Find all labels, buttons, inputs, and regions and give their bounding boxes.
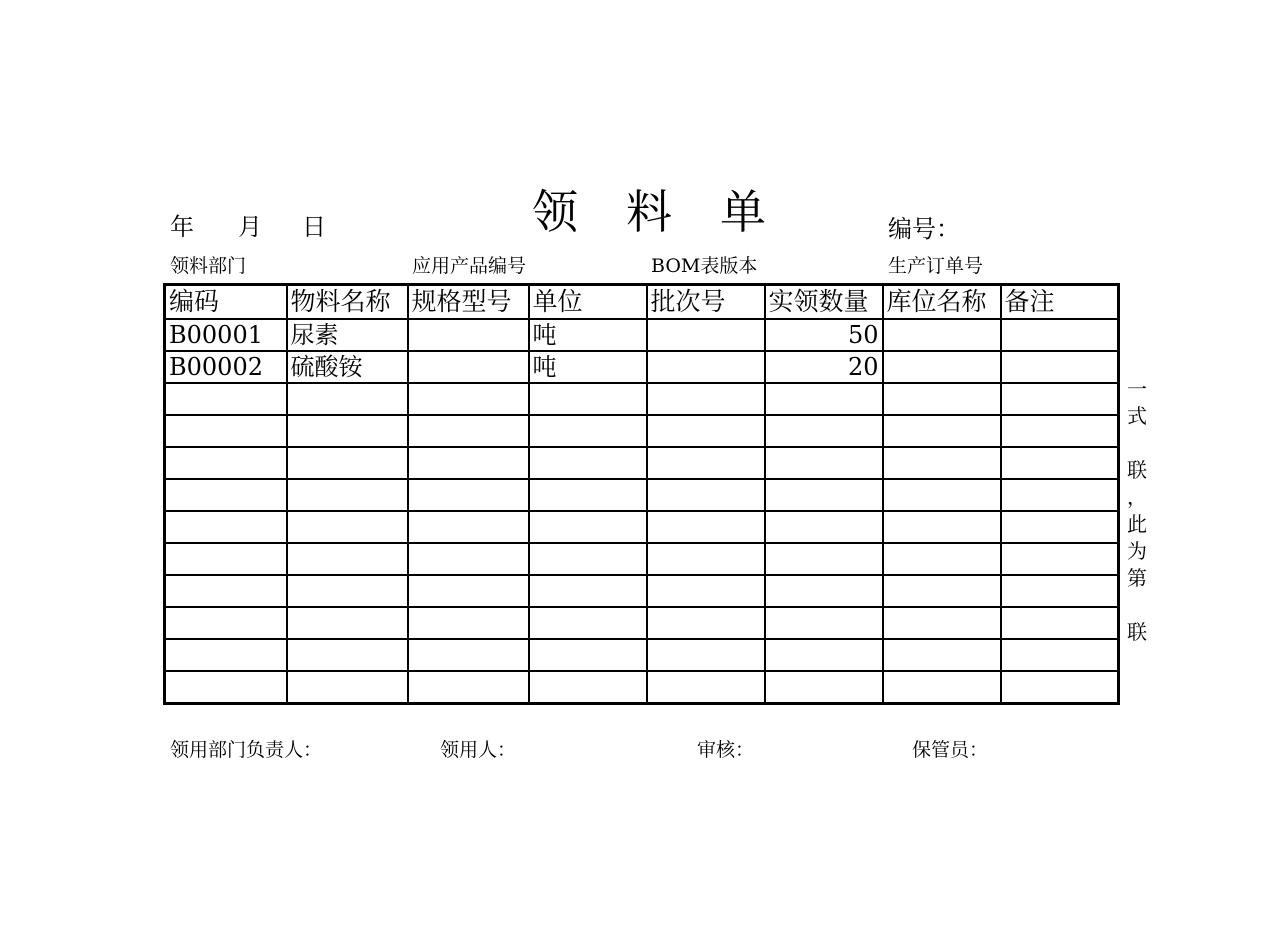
cell-spec[interactable] <box>408 607 529 639</box>
cell-quantity[interactable] <box>765 511 883 543</box>
table-row <box>165 575 1119 607</box>
cell-quantity[interactable]: 20 <box>765 351 883 383</box>
cell-location[interactable] <box>883 447 1001 479</box>
cell-batch[interactable] <box>647 575 765 607</box>
cell-material-name[interactable] <box>287 607 408 639</box>
material-table <box>163 283 1120 705</box>
cell-location[interactable] <box>883 543 1001 575</box>
cell-material-name[interactable] <box>287 479 408 511</box>
cell-spec[interactable] <box>408 575 529 607</box>
copy-note-char: ， <box>1127 485 1147 509</box>
cell-code[interactable] <box>165 415 287 447</box>
table-row <box>165 351 1119 383</box>
cell-batch[interactable] <box>647 383 765 415</box>
cell-unit[interactable] <box>529 671 647 704</box>
cell-material-name[interactable]: 硫酸铵 <box>287 351 408 383</box>
cell-spec[interactable] <box>408 543 529 575</box>
header-cell-code: 编码 <box>165 285 287 320</box>
cell-remark[interactable] <box>1001 447 1119 479</box>
receiver-label: 领用人： <box>440 739 517 761</box>
cell-remark[interactable] <box>1001 575 1119 607</box>
copy-note-char: 此 <box>1127 512 1147 536</box>
cell-code[interactable] <box>165 447 287 479</box>
copy-note <box>1126 376 1148 646</box>
date-year-label: 年 <box>170 213 194 241</box>
cell-spec[interactable] <box>408 351 529 383</box>
table-row <box>165 479 1119 511</box>
cell-remark[interactable] <box>1001 351 1119 383</box>
cell-batch[interactable] <box>647 447 765 479</box>
cell-batch[interactable] <box>647 607 765 639</box>
cell-code[interactable] <box>165 479 287 511</box>
copy-note-char: 联 <box>1127 620 1147 644</box>
cell-batch[interactable] <box>647 511 765 543</box>
header-cell-material-name: 物料名称 <box>287 285 408 320</box>
header-cell-unit: 单位 <box>529 285 647 320</box>
cell-location[interactable] <box>883 319 1001 351</box>
cell-location[interactable] <box>883 671 1001 704</box>
cell-batch[interactable] <box>647 543 765 575</box>
date-month-label: 月 <box>238 213 262 241</box>
cell-code[interactable] <box>165 575 287 607</box>
cell-remark[interactable] <box>1001 607 1119 639</box>
cell-unit[interactable] <box>529 543 647 575</box>
cell-material-name[interactable] <box>287 447 408 479</box>
dept-label: 领料部门 <box>170 255 247 277</box>
bom-version-label: BOM表版本 <box>651 255 758 277</box>
cell-spec[interactable] <box>408 447 529 479</box>
cell-unit[interactable]: 吨 <box>529 319 647 351</box>
header-cell-remark: 备注 <box>1001 285 1119 320</box>
reviewer-label: 审核： <box>697 739 755 761</box>
cell-material-name[interactable] <box>287 511 408 543</box>
dept-head-label: 领用部门负责人： <box>170 739 323 761</box>
cell-quantity[interactable]: 50 <box>765 319 883 351</box>
keeper-label: 保管员： <box>912 739 989 761</box>
cell-quantity[interactable] <box>765 447 883 479</box>
cell-location[interactable] <box>883 511 1001 543</box>
copy-note-char: 式 <box>1127 404 1147 428</box>
cell-spec[interactable] <box>408 671 529 704</box>
cell-code[interactable] <box>165 639 287 671</box>
copy-note-char: 联 <box>1127 458 1147 482</box>
cell-remark[interactable] <box>1001 383 1119 415</box>
table-row <box>165 671 1119 704</box>
copy-note-char: 为 <box>1127 539 1147 563</box>
cell-code[interactable] <box>165 671 287 704</box>
form-title <box>532 186 766 238</box>
table-row <box>165 319 1119 351</box>
cell-unit[interactable] <box>529 383 647 415</box>
cell-batch[interactable] <box>647 479 765 511</box>
cell-code[interactable]: B00002 <box>165 351 287 383</box>
cell-remark[interactable] <box>1001 319 1119 351</box>
cell-code[interactable] <box>165 511 287 543</box>
cell-unit[interactable] <box>529 479 647 511</box>
table-header-row <box>165 285 1119 320</box>
cell-batch[interactable] <box>647 415 765 447</box>
cell-location[interactable] <box>883 351 1001 383</box>
cell-quantity[interactable] <box>765 415 883 447</box>
cell-location[interactable] <box>883 639 1001 671</box>
cell-remark[interactable] <box>1001 639 1119 671</box>
cell-remark[interactable] <box>1001 511 1119 543</box>
table-row <box>165 543 1119 575</box>
cell-code[interactable] <box>165 543 287 575</box>
cell-unit[interactable] <box>529 415 647 447</box>
cell-location[interactable] <box>883 575 1001 607</box>
copy-note-char <box>1126 430 1148 457</box>
copy-note-char: 一 <box>1127 377 1147 401</box>
cell-quantity[interactable] <box>765 671 883 704</box>
cell-quantity[interactable] <box>765 383 883 415</box>
copy-note-char: 第 <box>1127 566 1147 590</box>
cell-quantity[interactable] <box>765 543 883 575</box>
header-cell-quantity: 实领数量 <box>765 285 883 320</box>
cell-remark[interactable] <box>1001 479 1119 511</box>
cell-material-name[interactable]: 尿素 <box>287 319 408 351</box>
cell-remark[interactable] <box>1001 543 1119 575</box>
cell-unit[interactable] <box>529 575 647 607</box>
cell-unit[interactable]: 吨 <box>529 351 647 383</box>
cell-location[interactable] <box>883 415 1001 447</box>
cell-unit[interactable] <box>529 447 647 479</box>
cell-code[interactable] <box>165 607 287 639</box>
date-day-label: 日 <box>302 213 326 241</box>
table-row <box>165 383 1119 415</box>
header-cell-batch: 批次号 <box>647 285 765 320</box>
cell-quantity[interactable] <box>765 575 883 607</box>
cell-spec[interactable] <box>408 319 529 351</box>
cell-location[interactable] <box>883 607 1001 639</box>
cell-unit[interactable] <box>529 607 647 639</box>
table-row <box>165 511 1119 543</box>
cell-batch[interactable] <box>647 351 765 383</box>
cell-spec[interactable] <box>408 511 529 543</box>
cell-material-name[interactable] <box>287 575 408 607</box>
cell-remark[interactable] <box>1001 415 1119 447</box>
cell-spec[interactable] <box>408 639 529 671</box>
serial-number-label: 编号： <box>888 215 960 243</box>
cell-quantity[interactable] <box>765 479 883 511</box>
cell-material-name[interactable] <box>287 543 408 575</box>
cell-unit[interactable] <box>529 639 647 671</box>
product-number-label: 应用产品编号 <box>412 255 527 277</box>
title-char: 领 <box>532 185 578 239</box>
cell-code[interactable]: B00001 <box>165 319 287 351</box>
cell-batch[interactable] <box>647 671 765 704</box>
header-cell-location: 库位名称 <box>883 285 1001 320</box>
cell-quantity[interactable] <box>765 607 883 639</box>
header-cell-spec: 规格型号 <box>408 285 529 320</box>
table-row <box>165 447 1119 479</box>
cell-code[interactable] <box>165 383 287 415</box>
cell-location[interactable] <box>883 479 1001 511</box>
cell-material-name[interactable] <box>287 383 408 415</box>
table-row <box>165 415 1119 447</box>
cell-spec[interactable] <box>408 479 529 511</box>
cell-material-name[interactable] <box>287 639 408 671</box>
cell-material-name[interactable] <box>287 671 408 704</box>
cell-remark[interactable] <box>1001 671 1119 704</box>
cell-location[interactable] <box>883 383 1001 415</box>
cell-material-name[interactable] <box>287 415 408 447</box>
cell-batch[interactable] <box>647 639 765 671</box>
cell-unit[interactable] <box>529 511 647 543</box>
cell-quantity[interactable] <box>765 639 883 671</box>
table-row <box>165 607 1119 639</box>
copy-note-char <box>1126 592 1148 619</box>
cell-spec[interactable] <box>408 415 529 447</box>
title-char: 单 <box>720 185 766 239</box>
cell-spec[interactable] <box>408 383 529 415</box>
title-char: 料 <box>626 185 672 239</box>
cell-batch[interactable] <box>647 319 765 351</box>
production-order-label: 生产订单号 <box>888 255 984 277</box>
table-row <box>165 639 1119 671</box>
